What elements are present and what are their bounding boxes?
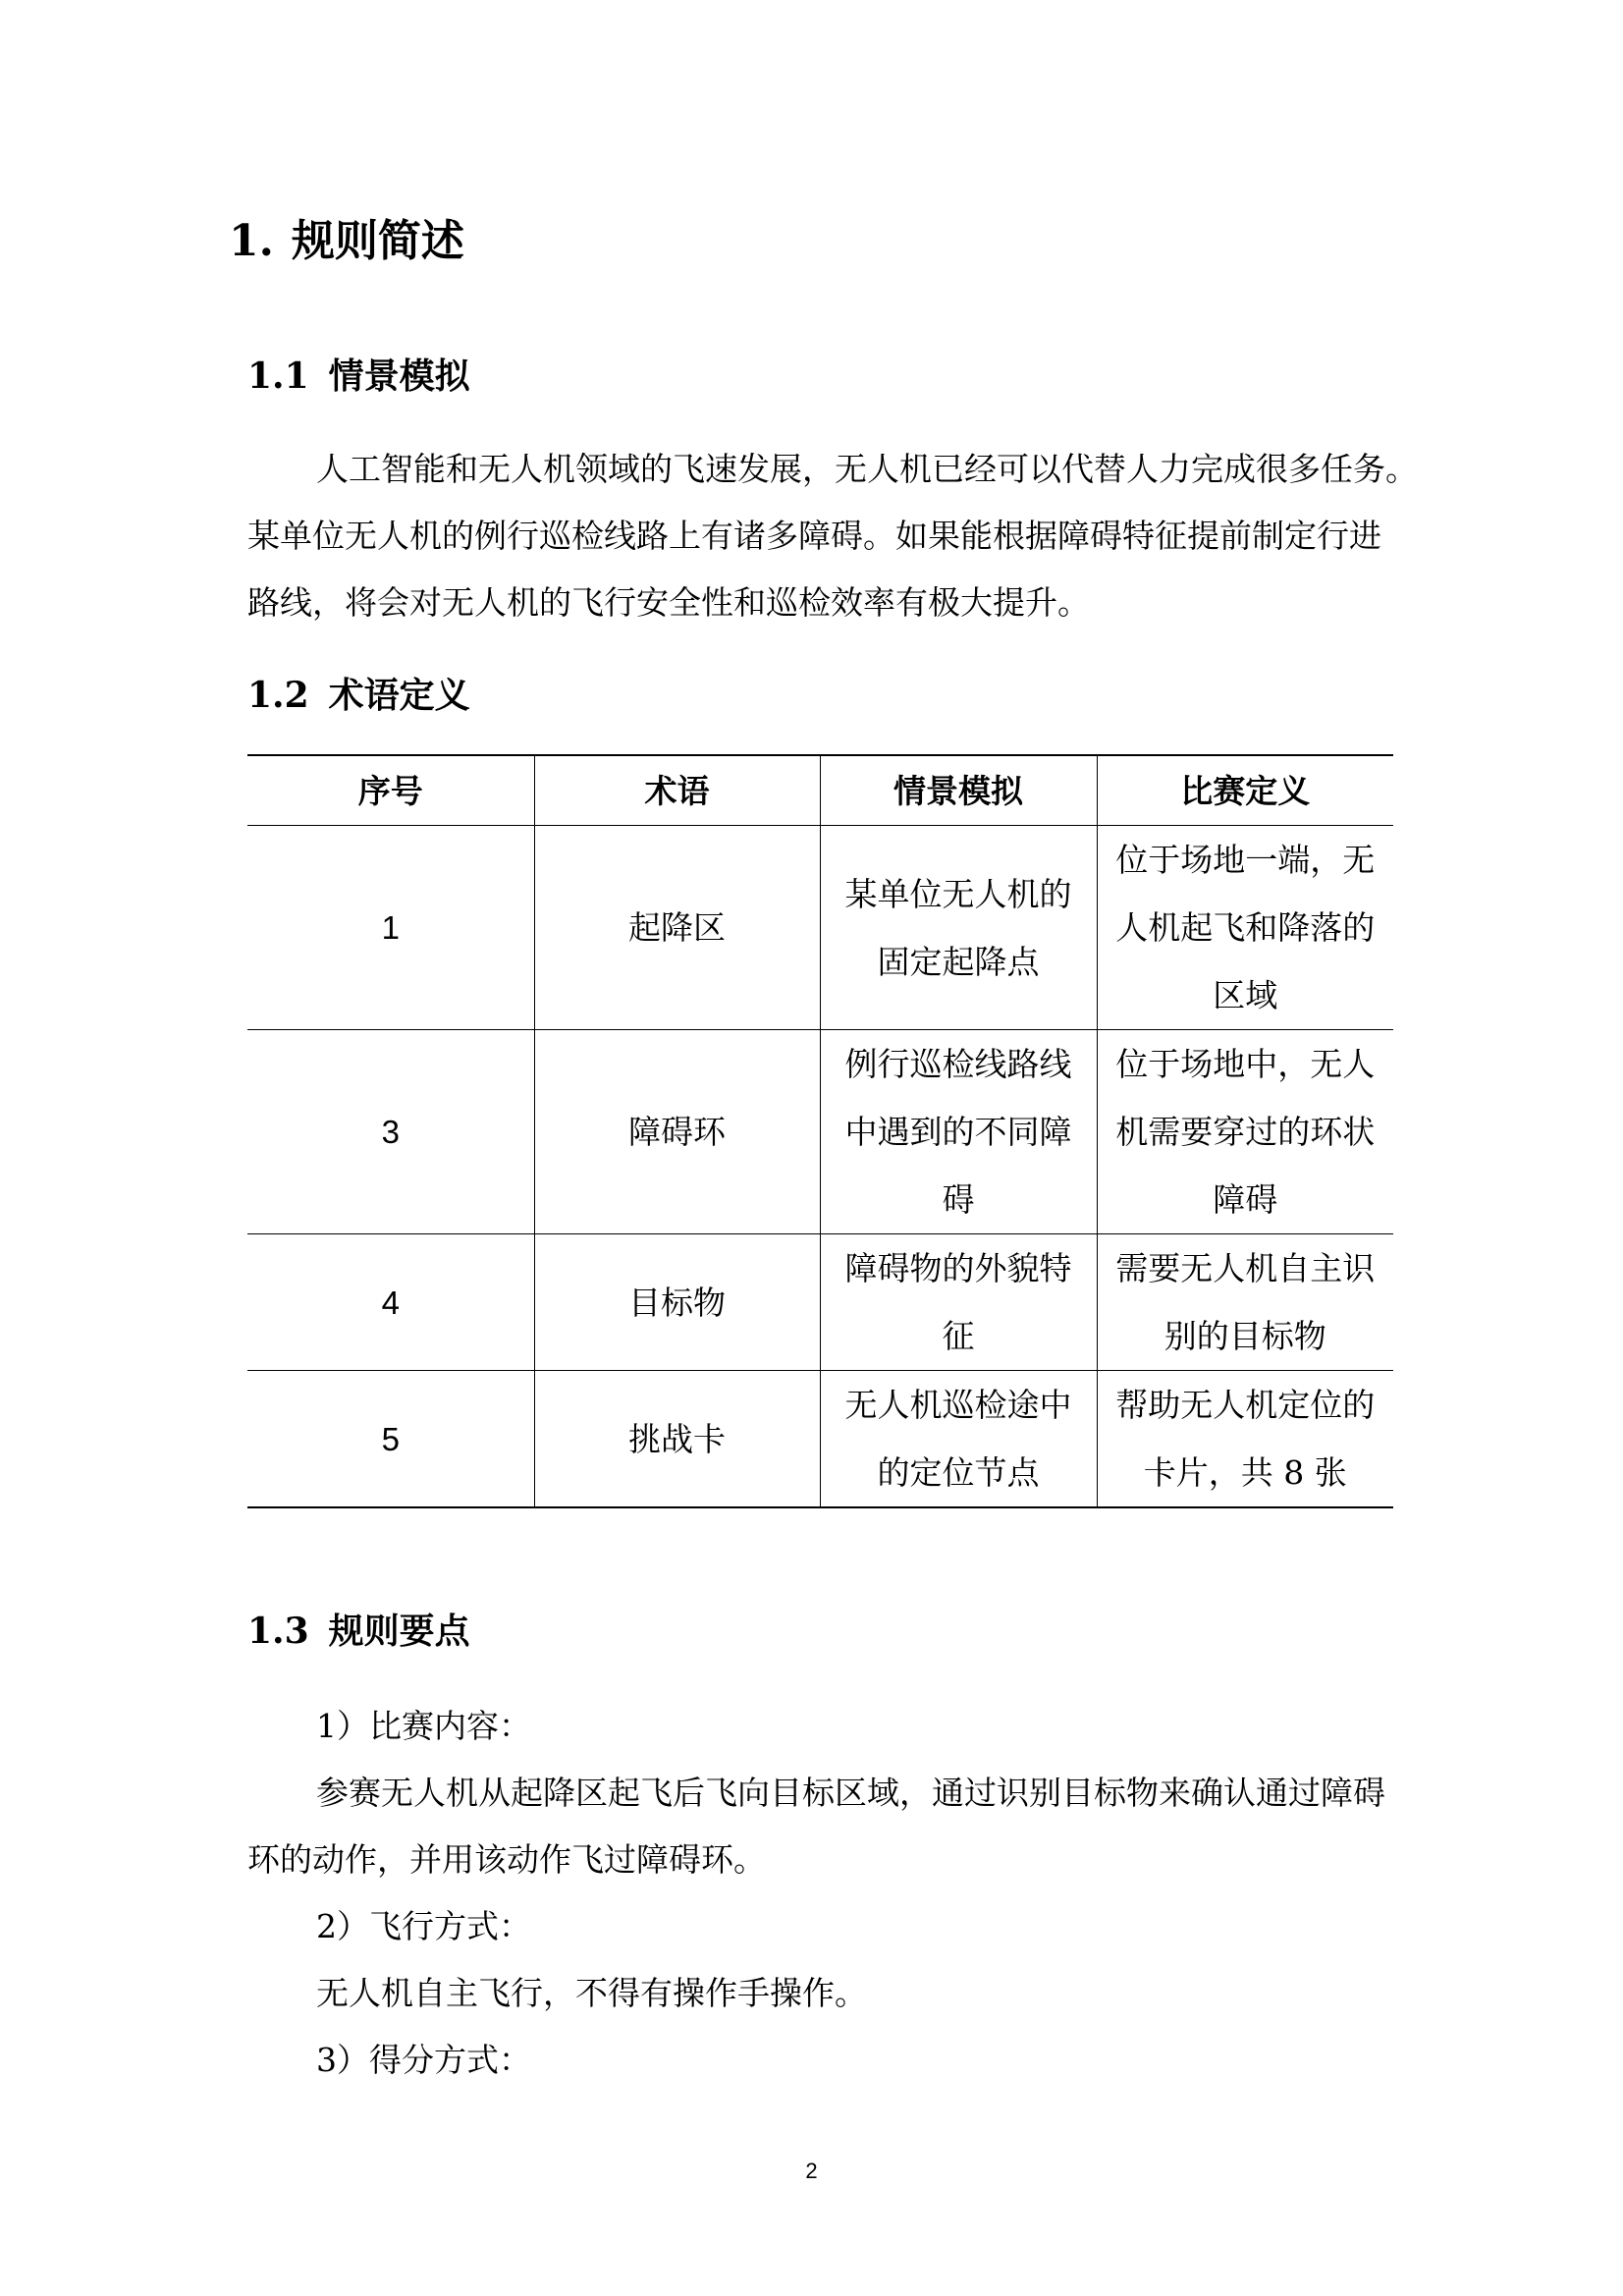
cell-no: 3 [247, 1030, 534, 1234]
cell-line: 卡片，共 8 张 [1143, 1453, 1347, 1492]
cell-line: 帮助无人机定位的 [1115, 1386, 1376, 1424]
section-1-2-number: 1.2 [247, 675, 309, 716]
page-number: 2 [805, 2159, 818, 2183]
table-row [247, 826, 1393, 1030]
rules-list [247, 1693, 1394, 2094]
section-1-heading [229, 212, 464, 271]
cell-scenario [820, 826, 1097, 1030]
cell-line: 机需要穿过的环状 [1115, 1113, 1376, 1151]
cell-term: 起降区 [534, 826, 820, 1030]
cell-line: 中遇到的不同障 [844, 1113, 1072, 1151]
scenario-paragraph [247, 436, 1418, 636]
cell-term: 挑战卡 [534, 1371, 820, 1508]
cell-term: 目标物 [534, 1234, 820, 1371]
cell-term: 障碍环 [534, 1030, 820, 1234]
paragraph-line: 某单位无人机的例行巡检线路上有诸多障碍。如果能根据障碍特征提前制定行进 [247, 517, 1381, 555]
cell-line: 位于场地中，无人 [1115, 1045, 1376, 1083]
rule-item-text: 环的动作，并用该动作飞过障碍环。 [247, 1840, 766, 1879]
cell-scenario [820, 1234, 1097, 1371]
table-header-row [247, 755, 1393, 826]
paragraph-line: 路线，将会对无人机的飞行安全性和巡检效率有极大提升。 [247, 583, 1090, 622]
cell-line: 某单位无人机的 [844, 874, 1072, 913]
cell-line: 固定起降点 [877, 942, 1040, 981]
rule-item-label: 1）比赛内容： [316, 1707, 531, 1745]
rule-item-text: 无人机自主飞行，不得有操作手操作。 [316, 1974, 867, 2012]
cell-definition [1097, 1234, 1393, 1371]
cell-scenario [820, 1371, 1097, 1508]
section-1-title: 规则简述 [291, 216, 464, 266]
rule-item-text: 参赛无人机从起降区起飞后飞向目标区域，通过识别目标物来确认通过障碍 [316, 1774, 1385, 1812]
cell-line: 例行巡检线路线 [844, 1045, 1072, 1083]
table-row [247, 1234, 1393, 1371]
section-1-1-number: 1.1 [247, 355, 309, 397]
table-row [247, 1371, 1393, 1508]
section-1-3-number: 1.3 [247, 1611, 309, 1652]
section-1-number: 1. [229, 216, 274, 266]
section-1-2-title: 术语定义 [328, 675, 470, 716]
cell-no: 4 [247, 1234, 534, 1371]
section-1-3-title: 规则要点 [328, 1611, 470, 1652]
cell-no: 5 [247, 1371, 534, 1508]
section-1-2-heading [247, 671, 470, 720]
rule-item-label: 3）得分方式： [316, 2041, 531, 2079]
cell-line: 区域 [1213, 976, 1278, 1014]
section-1-1-title: 情景模拟 [328, 355, 470, 397]
cell-line: 无人机巡检途中 [844, 1386, 1072, 1424]
paragraph-line: 人工智能和无人机领域的飞速发展，无人机已经可以代替人力完成很多任务。 [316, 450, 1418, 488]
column-header-term: 术语 [534, 755, 820, 826]
cell-definition [1097, 1371, 1393, 1508]
cell-no: 1 [247, 826, 534, 1030]
column-header-definition: 比赛定义 [1097, 755, 1393, 826]
cell-line: 征 [942, 1317, 975, 1355]
cell-definition [1097, 1030, 1393, 1234]
section-1-1-heading [247, 352, 470, 401]
cell-line: 的定位节点 [877, 1453, 1040, 1492]
column-header-scenario: 情景模拟 [820, 755, 1097, 826]
section-1-3-heading [247, 1607, 470, 1656]
cell-line: 障碍 [1213, 1180, 1278, 1219]
cell-line: 位于场地一端，无 [1115, 841, 1376, 879]
cell-line: 别的目标物 [1163, 1317, 1326, 1355]
cell-definition [1097, 826, 1393, 1030]
cell-line: 障碍物的外貌特 [844, 1249, 1072, 1287]
table-row [247, 1030, 1393, 1234]
cell-line: 碍 [942, 1180, 975, 1219]
cell-line: 人机起飞和降落的 [1115, 908, 1376, 947]
cell-scenario [820, 1030, 1097, 1234]
column-header-no: 序号 [247, 755, 534, 826]
rule-item-label: 2）飞行方式： [316, 1907, 531, 1945]
cell-line: 需要无人机自主识 [1115, 1249, 1376, 1287]
terms-table [247, 754, 1393, 1508]
